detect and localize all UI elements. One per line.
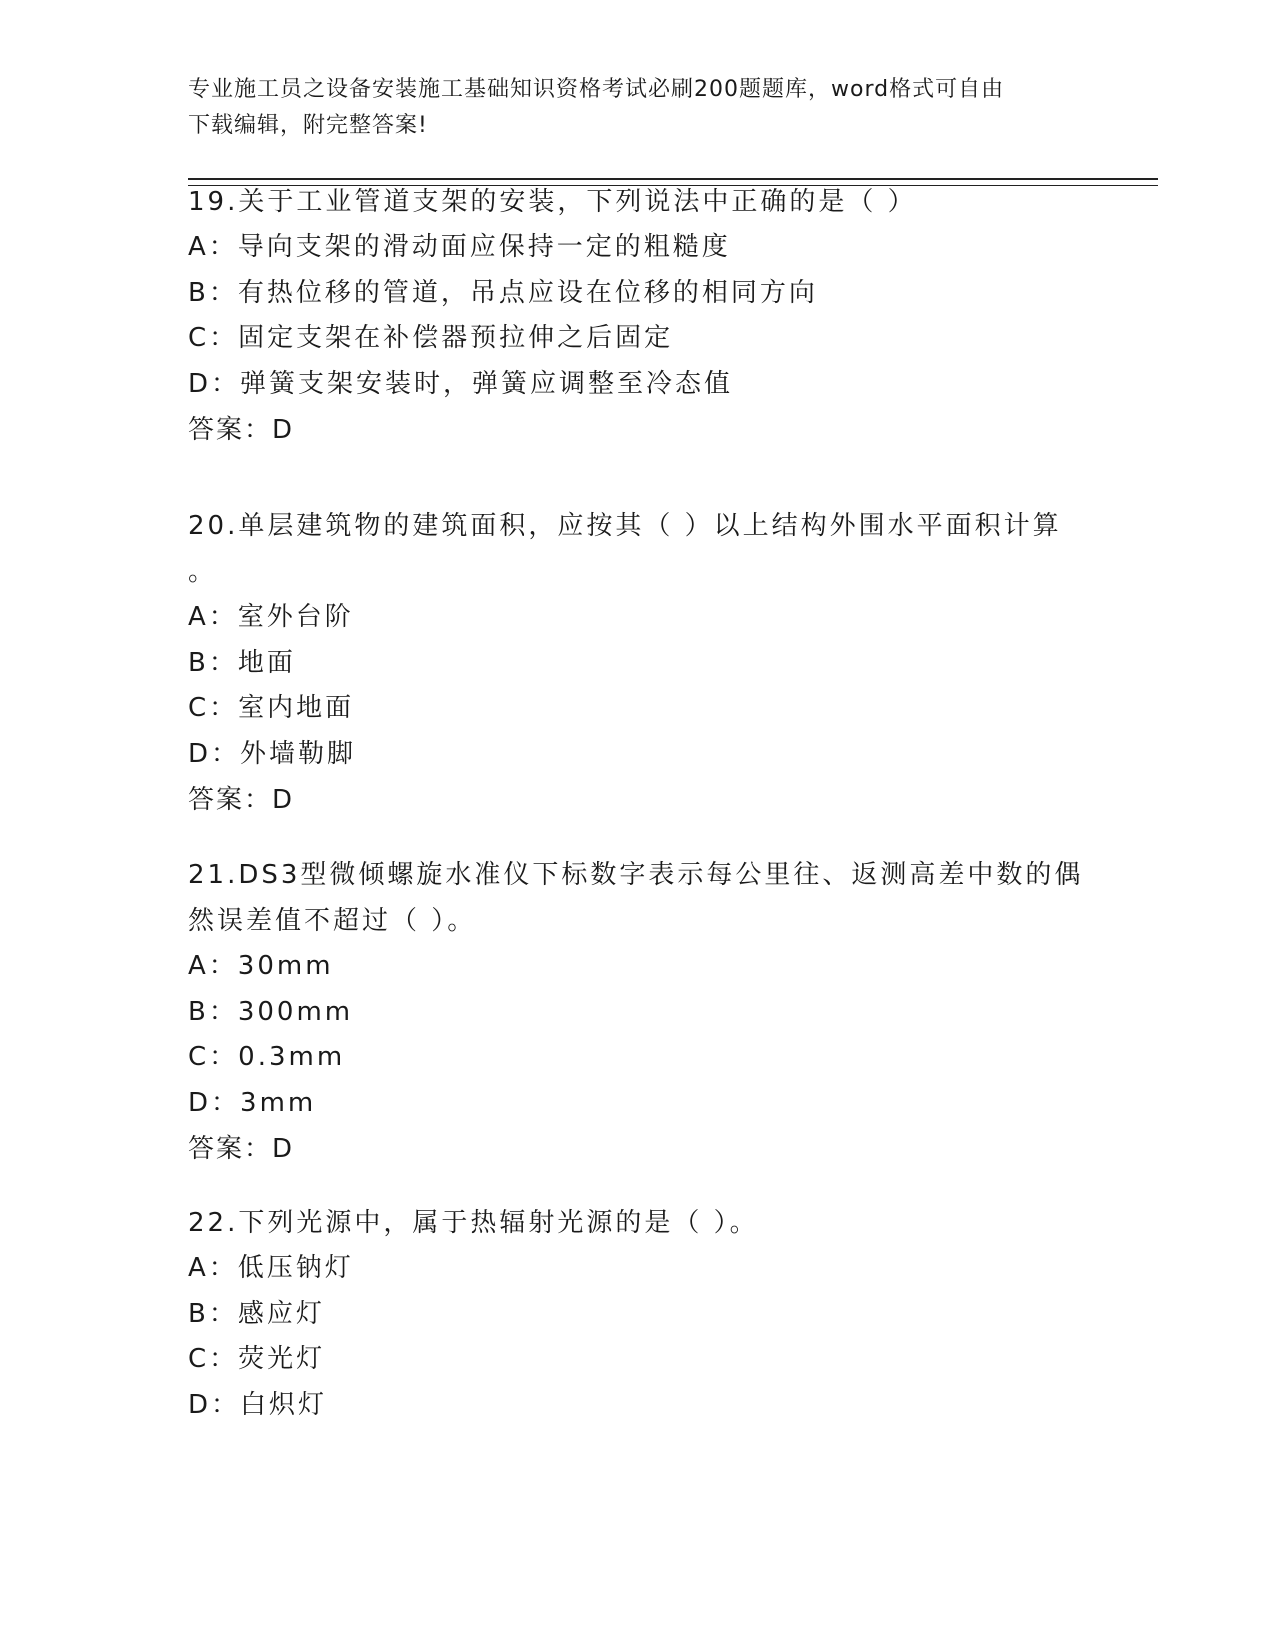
answer-label: 答案： [188,785,273,815]
answer [188,1126,1088,1172]
option-c: C：荧光灯 [188,1344,326,1374]
document-header [188,72,1068,144]
answer-value: D [272,1134,294,1164]
answer [188,407,1088,453]
option-c: C：0.3mm [188,1042,346,1072]
option-c: C：固定支架在补偿器预拉伸之后固定 [188,323,674,353]
question-20 [188,503,1088,823]
question-text: 22.下列光源中，属于热辐射光源的是（ ）。 [188,1208,759,1238]
question-text-continued: 。 [188,557,218,587]
answer-label: 答案： [188,415,273,445]
option-c: C：室内地面 [188,693,355,723]
question-21 [188,852,1088,1172]
answer-value: D [272,415,294,445]
option-a: A：30mm [188,951,334,981]
option-b: B：300mm [188,996,354,1027]
question-text: 20.单层建筑物的建筑面积，应按其（ ）以上结构外围水平面积计算 [188,511,1062,541]
answer [188,777,1088,823]
question-text-continued: 然误差值不超过（ ）。 [188,906,477,936]
option-b: B：地面 [188,647,296,678]
option-a: A：低压钠灯 [188,1253,354,1283]
question-text: 21.DS3型微倾螺旋水准仪下标数字表示每公里往、返测高差中数的偶 [188,860,1084,890]
option-d: D：白炽灯 [188,1389,328,1420]
answer-value: D [272,785,294,815]
option-d: D：外墙勒脚 [188,738,357,769]
question-19 [188,179,1088,453]
question-22 [188,1200,1088,1428]
option-a: A：室外台阶 [188,602,354,632]
option-b: B：有热位移的管道，吊点应设在位移的相同方向 [188,277,818,308]
question-text: 19.关于工业管道支架的安装，下列说法中正确的是（ ） [188,187,917,217]
header-line-1: 专业施工员之设备安装施工基础知识资格考试必刷200题题库，word格式可自由 [188,77,1005,102]
option-d: D：3mm [188,1087,317,1118]
option-b: B：感应灯 [188,1298,325,1329]
option-a: A：导向支架的滑动面应保持一定的粗糙度 [188,232,731,262]
option-d: D：弹簧支架安装时，弹簧应调整至冷态值 [188,368,734,399]
answer-label: 答案： [188,1134,273,1164]
header-line-2: 下载编辑，附完整答案! [188,113,428,138]
